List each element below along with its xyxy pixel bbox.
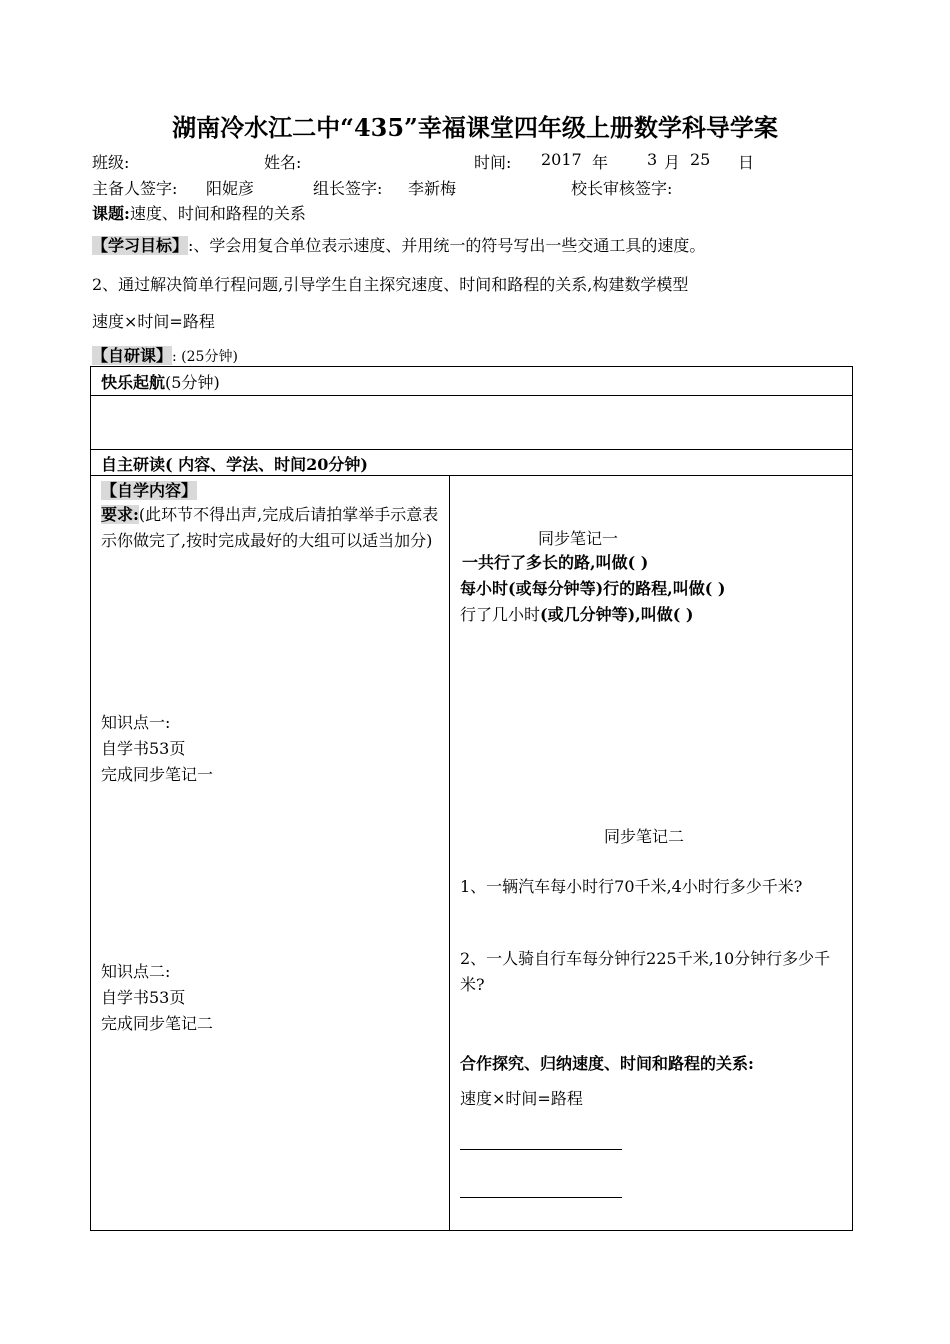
study-table: [90, 366, 853, 1231]
principal-label: 校长审核签字:: [571, 179, 673, 198]
topic-label: 课题:: [92, 204, 130, 223]
page-title: 湖南冷水江二中“435”幸福课堂四年级上册数学科导学案: [172, 113, 778, 142]
note1-q3b: (或几分钟等),叫做( ): [540, 605, 694, 624]
kp2-title: 知识点二:: [101, 962, 171, 981]
left-content-cell: [91, 476, 450, 1231]
note1-q1: 一共行了多长的路,叫做( ): [462, 553, 649, 572]
self-content-header: 【自学内容】: [101, 481, 198, 500]
kp1-title: 知识点一:: [101, 713, 171, 732]
month-unit: 月: [664, 153, 681, 172]
preparer-label: 主备人签字:: [92, 179, 178, 198]
time-label: 时间:: [474, 153, 512, 172]
kp1-line2: 完成同步笔记一: [101, 765, 214, 784]
note1-q2: 每小时(或每分钟等)行的路程,叫做( ): [460, 579, 726, 598]
day-value: 25: [690, 150, 711, 169]
goals-label: 【学习目标】: [92, 236, 189, 255]
answer-line-1[interactable]: [460, 1148, 622, 1150]
note2-title: 同步笔记二: [604, 827, 685, 846]
requirement-label: 要求:: [101, 505, 139, 524]
topic-text: 速度、时间和路程的关系: [129, 204, 306, 223]
requirement-text: [101, 502, 443, 554]
year-unit: 年: [592, 153, 609, 172]
goals-line-1: [92, 233, 705, 256]
note2-problem-2: 2、一人骑自行车每分钟行225千米,10分钟行多少千米?: [460, 949, 831, 994]
goals-line-3: 速度×时间=路程: [92, 312, 215, 331]
answer-line-2[interactable]: [460, 1196, 622, 1198]
name-label: 姓名:: [264, 153, 302, 172]
goals-text-1: :、学会用复合单位表示速度、并用统一的符号写出一些交通工具的速度。: [188, 236, 706, 255]
requirement-body: (此环节不得出声,完成后请拍掌举手示意表示你做完了,按时完成最好的大组可以适当加分): [101, 505, 439, 550]
note2-problem-1: 1、一辆汽车每小时行70千米,4小时行多少千米?: [460, 877, 803, 896]
class-label: 班级:: [92, 153, 130, 172]
self-content-header-wrap: [101, 478, 197, 501]
coop-title: 合作探究、归纳速度、时间和路程的关系:: [460, 1054, 754, 1073]
year-value: 2017: [541, 150, 582, 169]
happy-start-blank: [91, 396, 853, 450]
leader-label: 组长签字:: [313, 179, 383, 198]
topic-line: [92, 201, 306, 224]
note1-q3a: 行了几小时: [460, 605, 541, 624]
leader-name: 李新梅: [408, 179, 457, 198]
right-content-cell: [450, 476, 853, 1231]
formula: 速度×时间=路程: [460, 1089, 583, 1108]
row-happy-start: [91, 367, 853, 396]
kp1-line1: 自学书53页: [101, 739, 186, 758]
goals-line-2: 2、通过解决简单行程问题,引导学生自主探究速度、时间和路程的关系,构建数学模型: [92, 275, 689, 294]
self-study-line: [92, 343, 238, 366]
self-study-label: 【自研课】: [92, 346, 173, 365]
self-study-time: : (25分钟): [172, 349, 238, 365]
note1-title: 同步笔记一: [538, 529, 619, 548]
happy-start-time: (5分钟): [165, 373, 220, 392]
kp2-line2: 完成同步笔记二: [101, 1014, 214, 1033]
preparer-name: 阳妮彦: [206, 179, 255, 198]
row-self-read: 自主研读( 内容、学法、时间20分钟): [91, 450, 853, 476]
day-unit: 日: [738, 153, 755, 172]
month-value: 3: [647, 150, 658, 169]
note1-q3: [460, 602, 693, 625]
happy-start-label: 快乐起航: [101, 373, 166, 392]
kp2-line1: 自学书53页: [101, 988, 186, 1007]
